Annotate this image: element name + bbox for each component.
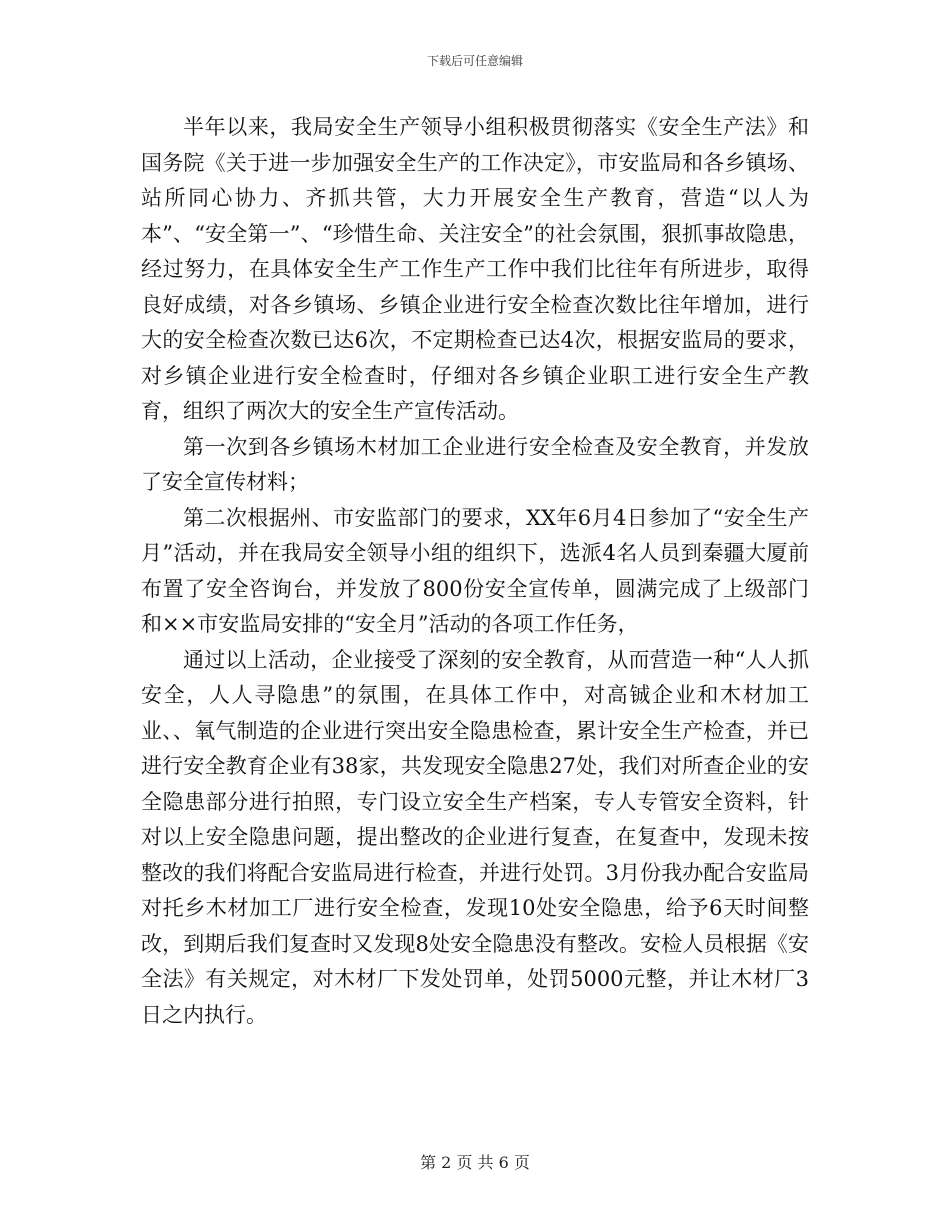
paragraph-first-activity: 第一次到各乡镇场木材加工企业进行安全检查及安全教育，并发放了安全宣传材料； [141, 434, 809, 494]
page-number: 第 2 页 共 6 页 [420, 1153, 530, 1172]
page-header: 下载后可任意编辑 [426, 54, 523, 68]
paragraph-summary: 半年以来，我局安全生产领导小组积极贯彻落实《安全生产法》和国务院《关于进一步加强安全生产的工作决定》，市安监局和各乡镇场、站所同心协力、齐抓共管，大力开展安全生产教育，营造“以人为本”、“安全第一”、“珍惜生命、关注安全”的社会氛围，狠抓事故隐患，经过努力，在具体安全生产工作生产工作中我们比往年有所进步，取得良好成绩，对各乡镇场、乡镇企业进行安全检查次数比往年增加，进行大的安全检查次数已达6次，不定期检查已达4次，根据安监局的要求，对乡镇企业进行安全检查时，仔细对各乡镇企业职工进行安全生产教育，组织了两次大的安全生产宣传活动。 [141, 115, 809, 423]
document-body [141, 110, 809, 1033]
paragraph-second-activity: 第二次根据州、市安监部门的要求，XX年6月4日参加了“安全生产月”活动，并在我局安全领导小组的组织下，选派4名人员到秦疆大厦前布置了安全咨询台，并发放了800份安全宣传单，圆满完成了上级部门和××市安监局安排的“安全月”活动的各项工作任务， [141, 505, 809, 636]
paragraph-results: 通过以上活动，企业接受了深刻的安全教育，从而营造一种“人人抓安全，人人寻隐患”的氛围，在具体工作中，对高铖企业和木材加工业、、氧气制造的企业进行突出安全隐患检查，累计安全生产检查，并已进行安全教育企业有38家，共发现安全隐患27处，我们对所查企业的安全隐患部分进行拍照，专门设立安全生产档案，专人专管安全资料，针对以上安全隐患问题，提出整改的企业进行复查，在复查中，发现未按整改的我们将配合安监局进行检查，并进行处罚。3月份我办配合安监局对托乡木材加工厂进行安全检查，发现10处安全隐患，给予6天时间整改，到期后我们复查时又发现8处安全隐患没有整改。安检人员根据《安全法》有关规定，对木材厂下发处罚单，处罚5000元整，并让木材厂3日之内执行。 [141, 647, 809, 1027]
